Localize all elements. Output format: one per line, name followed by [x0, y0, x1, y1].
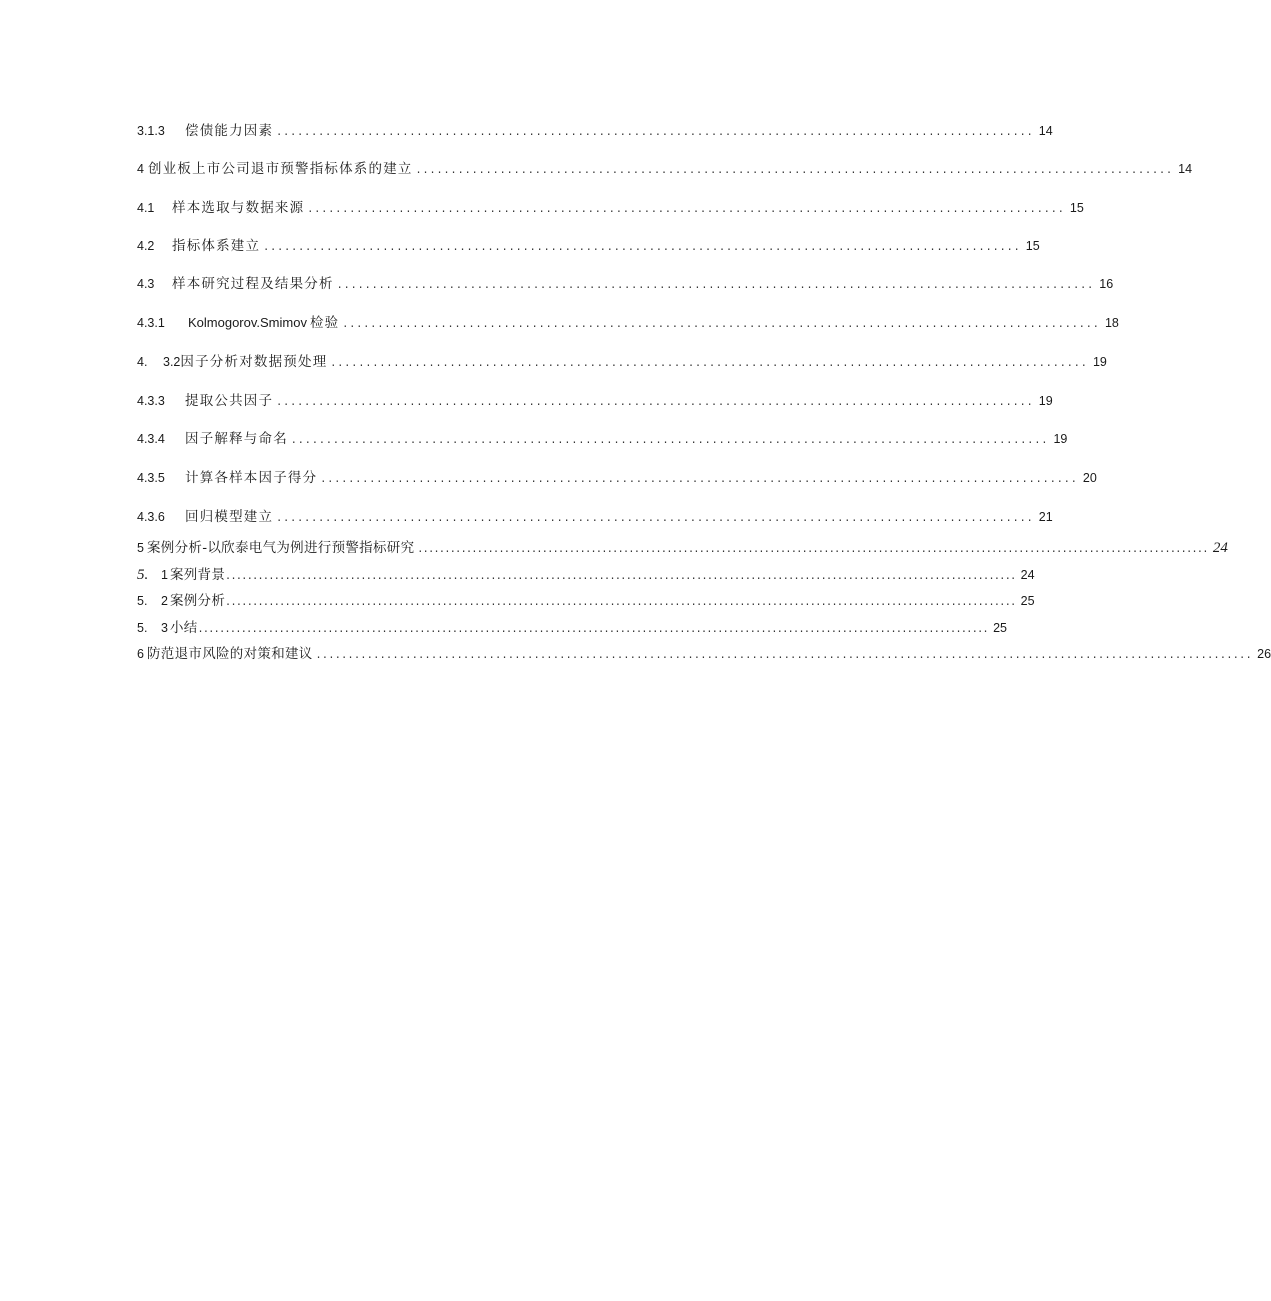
toc-entry-number: 4.3.4 [137, 432, 165, 446]
toc-entry-title: 案列背景 [169, 567, 226, 583]
toc-entry-subnumber: 3.2 [163, 355, 181, 369]
toc-entry[interactable] [137, 314, 1119, 332]
toc-entry-number: 5. [137, 567, 149, 583]
toc-entry-number: 4.1 [137, 201, 155, 215]
toc-entry[interactable] [137, 539, 1228, 559]
toc-entry-number: 4.3.5 [137, 471, 165, 485]
toc-entry-page: 25 [1020, 594, 1035, 608]
toc-entry-number: 6 [137, 647, 144, 661]
toc-entry-page: 14 [1038, 124, 1053, 138]
toc-entry[interactable] [137, 392, 1053, 410]
toc-entry[interactable] [137, 619, 1007, 637]
toc-entry-page: 19 [1092, 355, 1107, 369]
toc-entry-page: 24 [1212, 540, 1228, 556]
toc-leader-dots: .................................................................................................................................................. [198, 621, 990, 635]
toc-entry-title: 偿债能力因素 [185, 123, 274, 139]
toc-leader-dots: ............................................................................................................ [321, 471, 1079, 485]
toc-entry-number: 5. [137, 594, 148, 608]
toc-leader-dots: ............................................................................................................ [291, 432, 1050, 446]
toc-entry-number: 4 [137, 162, 144, 176]
toc-entry-page: 20 [1082, 471, 1097, 485]
toc-leader-dots: ............................................................................................................ [308, 201, 1066, 215]
toc-entry-number: 4.3 [137, 277, 155, 291]
toc-entry-page: 18 [1104, 316, 1119, 330]
toc-entry-page: 14 [1178, 162, 1193, 176]
toc-entry-title: 防范退市风险的对策和建议 [147, 646, 313, 662]
toc-entry-number: 4.3.6 [137, 510, 165, 524]
toc-entry-page: 26 [1257, 647, 1271, 661]
toc-entry-number: 4.3.1 [137, 316, 165, 330]
toc-entry[interactable] [137, 566, 1035, 584]
toc-entry-number: 5 [137, 541, 144, 555]
toc-leader-dots: ............................................................................................................ [264, 239, 1022, 253]
toc-entry[interactable] [137, 430, 1068, 448]
toc-entry-number: 4. [137, 355, 148, 369]
toc-entry-title: 案例分析 [169, 593, 226, 609]
toc-entry-page: 15 [1069, 201, 1084, 215]
toc-entry-subnumber: 1 [161, 568, 168, 582]
toc-entry[interactable] [137, 122, 1053, 140]
toc-entry-page: 25 [993, 621, 1007, 635]
toc-entry-page: 24 [1020, 568, 1035, 582]
toc-entry[interactable] [137, 469, 1097, 487]
toc-leader-dots: ............................................................................................................ [277, 124, 1035, 138]
toc-entry[interactable] [137, 199, 1084, 217]
toc-entry-page: 16 [1099, 277, 1114, 291]
toc-entry-number: 4.2 [137, 239, 155, 253]
toc-leader-dots: ............................................................................................................ [343, 316, 1101, 330]
toc-entry[interactable] [137, 645, 1271, 663]
toc-leader-dots: ............................................................................................................ [277, 394, 1035, 408]
toc-entry-title: 因子解释与命名 [185, 431, 288, 447]
toc-entry-title: 因子分析对数据预处理 [180, 354, 328, 370]
toc-entry-title: 回归模型建立 [185, 509, 274, 525]
toc-entry-number: 3.1.3 [137, 124, 165, 138]
toc-leader-dots: ............................................................................................................ [331, 355, 1089, 369]
toc-entry-title: 案例分析-以欣泰电气为例进行预警指标研究 [147, 540, 415, 556]
toc-entry-page: 19 [1038, 394, 1053, 408]
toc-leader-dots: .................................................................................................................................................. [418, 541, 1209, 555]
toc-entry-page: 19 [1053, 432, 1068, 446]
toc-entry[interactable] [137, 160, 1193, 178]
toc-entry[interactable] [137, 508, 1053, 526]
toc-leader-dots: .................................................................................................................................................. [226, 594, 1017, 608]
toc-entry[interactable] [137, 592, 1035, 610]
toc-leader-dots: ............................................................................................................ [337, 277, 1096, 291]
toc-entry[interactable] [137, 353, 1107, 371]
toc-entry-title-latin: Kolmogorov.Smimov [188, 315, 307, 330]
toc-leader-dots: .................................................................................................................................................. [226, 568, 1017, 582]
toc-entry-subnumber: 2 [161, 594, 168, 608]
toc-entry-title: 创业板上市公司退市预警指标体系的建立 [148, 161, 413, 177]
toc-entry[interactable] [137, 237, 1040, 255]
toc-entry-page: 21 [1038, 510, 1053, 524]
toc-entry-title: 计算各样本因子得分 [185, 470, 318, 486]
toc-entry-title: 检验 [309, 315, 340, 331]
toc-entry-title: 样本研究过程及结果分析 [172, 276, 334, 292]
toc-entry-title: 小结 [169, 620, 198, 636]
toc-entry-number: 4.3.3 [137, 394, 165, 408]
toc-entry-subnumber: 3 [161, 621, 168, 635]
toc-entry-title: 提取公共因子 [185, 393, 274, 409]
toc-entry[interactable] [137, 275, 1114, 293]
toc-entry-title: 指标体系建立 [172, 238, 261, 254]
toc-leader-dots: ............................................................................................................ [416, 162, 1175, 176]
toc-entry-title: 样本选取与数据来源 [172, 200, 305, 216]
toc-entry-number: 5. [137, 621, 148, 635]
toc-entry-page: 15 [1025, 239, 1040, 253]
toc-leader-dots: ............................................................................................................ [277, 510, 1035, 524]
toc-leader-dots: .................................................................................................................................................. [316, 647, 1254, 661]
